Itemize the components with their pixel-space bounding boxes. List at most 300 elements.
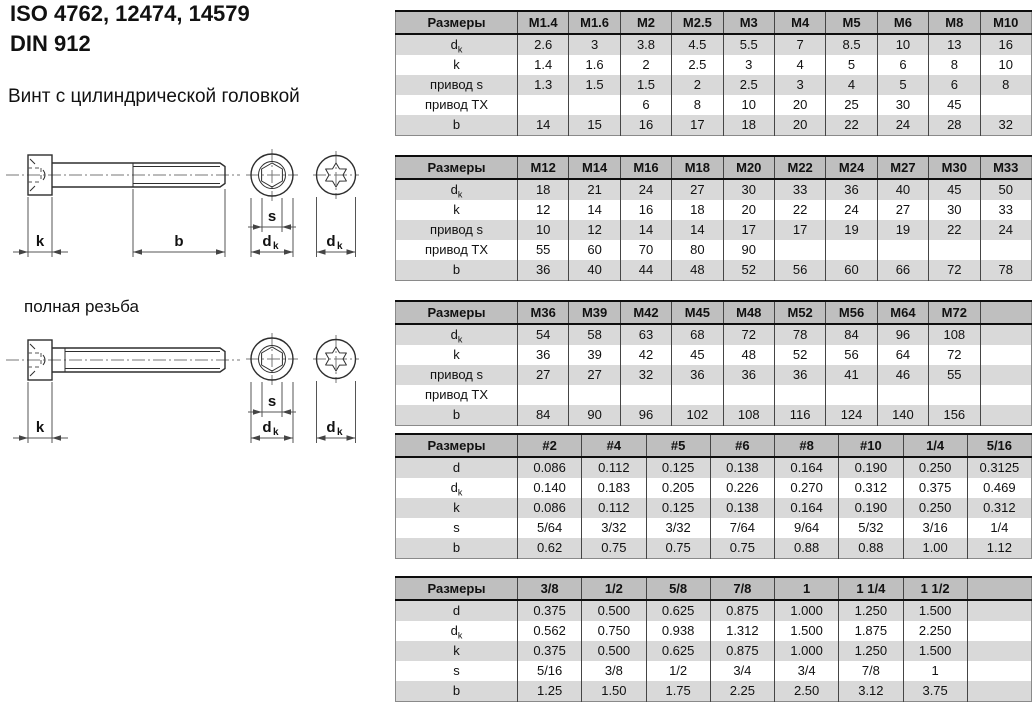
value-cell: 9/64 [775, 518, 839, 538]
value-cell: 116 [774, 405, 825, 426]
value-cell [518, 95, 569, 115]
table-row [396, 75, 1032, 95]
size-column-header: #4 [582, 434, 646, 457]
value-cell: 30 [929, 200, 980, 220]
size-column-header: M48 [723, 301, 774, 324]
value-cell [569, 95, 620, 115]
row-header-title: Размеры [396, 156, 518, 179]
value-cell: 12 [569, 220, 620, 240]
value-cell: 5/64 [518, 518, 582, 538]
value-cell: 24 [620, 179, 671, 200]
table-row [396, 385, 1032, 405]
value-cell: 96 [877, 324, 928, 345]
table-row [396, 200, 1032, 220]
value-cell: 1.00 [903, 538, 967, 559]
value-cell: 0.138 [710, 498, 774, 518]
size-column-header: M56 [826, 301, 877, 324]
value-cell: 24 [980, 220, 1031, 240]
size-column-header [967, 577, 1031, 600]
dim-label-b: b [174, 233, 184, 250]
row-label: $d_k$ [450, 327, 463, 345]
value-cell: 0.500 [582, 600, 646, 621]
value-cell: 1.25 [518, 681, 582, 702]
value-cell: 45 [672, 345, 723, 365]
value-cell: 18 [723, 115, 774, 136]
page-subtitle: Винт с цилиндрической головкой [8, 86, 300, 107]
value-cell: 0.375 [903, 478, 967, 498]
row-label: привод s [430, 222, 483, 237]
drawing-screw-full-thread [0, 330, 390, 463]
value-cell [826, 240, 877, 260]
value-cell: 8 [672, 95, 723, 115]
size-column-header: M16 [620, 156, 671, 179]
row-label: b [452, 683, 461, 698]
value-cell: 5 [826, 55, 877, 75]
value-cell: 25 [826, 95, 877, 115]
value-cell: 0.125 [646, 498, 710, 518]
value-cell: 84 [826, 324, 877, 345]
value-cell: 3.75 [903, 681, 967, 702]
value-cell: 2.50 [775, 681, 839, 702]
value-cell: 45 [929, 95, 980, 115]
value-cell: 4 [774, 55, 825, 75]
value-cell [518, 385, 569, 405]
value-cell: 0.190 [839, 457, 903, 478]
value-cell: 66 [877, 260, 928, 281]
value-cell: 3.8 [620, 34, 671, 55]
value-cell: 0.938 [646, 621, 710, 641]
value-cell: 0.75 [710, 538, 774, 559]
value-cell: 63 [620, 324, 671, 345]
value-cell: 28 [929, 115, 980, 136]
value-cell: 55 [929, 365, 980, 385]
value-cell: 0.205 [646, 478, 710, 498]
dimensions-table-inch-fractions [395, 576, 1032, 702]
value-cell: 60 [826, 260, 877, 281]
table-row [396, 681, 1032, 702]
row-label: привод s [430, 77, 483, 92]
value-cell: 5 [877, 75, 928, 95]
value-cell [929, 240, 980, 260]
size-column-header: M42 [620, 301, 671, 324]
value-cell: 0.875 [710, 641, 774, 661]
svg-text:k: k [337, 241, 343, 252]
value-cell: 3/16 [903, 518, 967, 538]
value-cell: 0.226 [710, 478, 774, 498]
value-cell: 8.5 [826, 34, 877, 55]
row-header-title: Размеры [396, 434, 518, 457]
size-column-header: M2.5 [672, 11, 723, 34]
value-cell: 32 [980, 115, 1031, 136]
dim-label-k: k [35, 233, 45, 250]
row-label: $d_k$ [450, 37, 463, 55]
dim-label-s: s [267, 208, 277, 225]
value-cell: 1.12 [967, 538, 1031, 559]
value-cell: 1/4 [967, 518, 1031, 538]
row-label: d [452, 603, 461, 618]
value-cell: 1.875 [839, 621, 903, 641]
table-row [396, 405, 1032, 426]
value-cell: 20 [774, 95, 825, 115]
value-cell: 14 [620, 220, 671, 240]
size-column-header: 7/8 [710, 577, 774, 600]
size-column-header: 1 1/2 [903, 577, 967, 600]
value-cell: 48 [723, 345, 774, 365]
table-row [396, 345, 1032, 365]
value-cell: 1.75 [646, 681, 710, 702]
value-cell: 44 [620, 260, 671, 281]
value-cell: 27 [518, 365, 569, 385]
size-column-header: #10 [839, 434, 903, 457]
value-cell: 0.164 [775, 498, 839, 518]
value-cell: 0.625 [646, 600, 710, 621]
table-row [396, 220, 1032, 240]
value-cell: 0.164 [775, 457, 839, 478]
table-row [396, 240, 1032, 260]
value-cell: 1.3 [518, 75, 569, 95]
table-row [396, 34, 1032, 55]
value-cell: 3 [774, 75, 825, 95]
value-cell: 80 [672, 240, 723, 260]
table-row [396, 498, 1032, 518]
value-cell: 0.250 [903, 498, 967, 518]
value-cell: 0.3125 [967, 457, 1031, 478]
value-cell [980, 95, 1031, 115]
row-label: b [452, 262, 461, 277]
row-label: k [453, 500, 460, 515]
value-cell: 58 [569, 324, 620, 345]
value-cell: 30 [877, 95, 928, 115]
value-cell: 15 [569, 115, 620, 136]
size-column-header: M27 [877, 156, 928, 179]
value-cell: 17 [723, 220, 774, 240]
value-cell: 96 [620, 405, 671, 426]
value-cell: 84 [518, 405, 569, 426]
value-cell: 108 [723, 405, 774, 426]
size-column-header: M30 [929, 156, 980, 179]
value-cell: 7/8 [839, 661, 903, 681]
value-cell: 16 [980, 34, 1031, 55]
table-row [396, 457, 1032, 478]
size-column-header: 5/8 [646, 577, 710, 600]
size-column-header: M36 [518, 301, 569, 324]
value-cell: 56 [826, 345, 877, 365]
value-cell: 27 [672, 179, 723, 200]
value-cell: 0.62 [518, 538, 582, 559]
value-cell: 0.112 [582, 457, 646, 478]
value-cell: 1.50 [582, 681, 646, 702]
value-cell: 22 [826, 115, 877, 136]
dim-label-dk: d [262, 419, 272, 436]
value-cell: 10 [518, 220, 569, 240]
value-cell: 24 [826, 200, 877, 220]
row-label: привод TX [424, 242, 489, 257]
size-column-header: M45 [672, 301, 723, 324]
end-view-hex-socket [246, 149, 298, 257]
value-cell: 56 [774, 260, 825, 281]
value-cell: 3/8 [582, 661, 646, 681]
value-cell: 140 [877, 405, 928, 426]
value-cell: 4 [826, 75, 877, 95]
value-cell [967, 621, 1031, 641]
value-cell: 20 [723, 200, 774, 220]
value-cell: 2.5 [672, 55, 723, 75]
value-cell [980, 240, 1031, 260]
value-cell: 60 [569, 240, 620, 260]
value-cell: 27 [569, 365, 620, 385]
value-cell: 8 [980, 75, 1031, 95]
value-cell: 36 [672, 365, 723, 385]
value-cell: 24 [877, 115, 928, 136]
value-cell: 19 [877, 220, 928, 240]
value-cell: 3/4 [710, 661, 774, 681]
value-cell: 10 [980, 55, 1031, 75]
table-row [396, 179, 1032, 200]
value-cell: 30 [723, 179, 774, 200]
row-label: s [453, 520, 460, 535]
table-row [396, 621, 1032, 641]
value-cell: 4.5 [672, 34, 723, 55]
value-cell: 1.312 [710, 621, 774, 641]
row-header-title: Размеры [396, 301, 518, 324]
size-column-header: M5 [826, 11, 877, 34]
value-cell: 1.250 [839, 600, 903, 621]
value-cell: 0.562 [518, 621, 582, 641]
value-cell: 32 [620, 365, 671, 385]
value-cell: 0.112 [582, 498, 646, 518]
value-cell: 6 [929, 75, 980, 95]
row-label: $d_k$ [450, 480, 463, 498]
value-cell: 0.375 [518, 641, 582, 661]
value-cell: 8 [929, 55, 980, 75]
row-label: b [452, 407, 461, 422]
value-cell: 1/2 [646, 661, 710, 681]
value-cell: 36 [723, 365, 774, 385]
value-cell: 18 [672, 200, 723, 220]
value-cell: 108 [929, 324, 980, 345]
table-header-row [396, 11, 1032, 34]
table-header-row [396, 434, 1032, 457]
value-cell: 40 [877, 179, 928, 200]
row-label: привод TX [424, 387, 489, 402]
value-cell: 2 [672, 75, 723, 95]
value-cell: 3.12 [839, 681, 903, 702]
size-column-header: M52 [774, 301, 825, 324]
value-cell: 0.88 [775, 538, 839, 559]
value-cell: 0.750 [582, 621, 646, 641]
value-cell: 0.250 [903, 457, 967, 478]
value-cell: 64 [877, 345, 928, 365]
value-cell: 46 [877, 365, 928, 385]
value-cell: 1.6 [569, 55, 620, 75]
row-label: k [453, 202, 460, 217]
value-cell: 12 [518, 200, 569, 220]
table-row [396, 324, 1032, 345]
value-cell: 17 [672, 115, 723, 136]
size-column-header: 5/16 [967, 434, 1031, 457]
size-column-header: M4 [774, 11, 825, 34]
value-cell [774, 240, 825, 260]
value-cell [774, 385, 825, 405]
size-column-header: #5 [646, 434, 710, 457]
size-column-header: M14 [569, 156, 620, 179]
value-cell: 10 [877, 34, 928, 55]
value-cell: 1.4 [518, 55, 569, 75]
value-cell: 78 [774, 324, 825, 345]
value-cell: 14 [518, 115, 569, 136]
size-column-header: 1 1/4 [839, 577, 903, 600]
value-cell: 36 [826, 179, 877, 200]
value-cell: 27 [877, 200, 928, 220]
row-header-title: Размеры [396, 11, 518, 34]
svg-text:k: k [273, 241, 279, 252]
value-cell [877, 240, 928, 260]
table-row [396, 661, 1032, 681]
value-cell [967, 641, 1031, 661]
value-cell [980, 385, 1031, 405]
value-cell [877, 385, 928, 405]
value-cell: 0.140 [518, 478, 582, 498]
value-cell: 2.5 [723, 75, 774, 95]
value-cell: 0.183 [582, 478, 646, 498]
page-title-din: DIN 912 [10, 31, 91, 56]
value-cell: 90 [723, 240, 774, 260]
table-header-row [396, 301, 1032, 324]
value-cell: 16 [620, 200, 671, 220]
value-cell: 55 [518, 240, 569, 260]
size-column-header: M1.4 [518, 11, 569, 34]
value-cell [967, 661, 1031, 681]
value-cell: 102 [672, 405, 723, 426]
table-header-row [396, 156, 1032, 179]
size-column-header: M24 [826, 156, 877, 179]
dimensions-table-inch-numbers [395, 433, 1032, 559]
row-label: k [453, 347, 460, 362]
end-view-torx [313, 151, 359, 257]
table-row [396, 115, 1032, 136]
value-cell: 6 [620, 95, 671, 115]
value-cell: 124 [826, 405, 877, 426]
value-cell: 78 [980, 260, 1031, 281]
table-row [396, 538, 1032, 559]
size-column-header: M6 [877, 11, 928, 34]
row-label: b [452, 540, 461, 555]
size-column-header: M64 [877, 301, 928, 324]
value-cell: 6 [877, 55, 928, 75]
page-title-iso: ISO 4762, 12474, 14579 [10, 1, 250, 26]
dim-label-s: s [267, 393, 277, 410]
value-cell [967, 681, 1031, 702]
table-row [396, 95, 1032, 115]
value-cell [826, 385, 877, 405]
size-column-header: M1.6 [569, 11, 620, 34]
value-cell: 1.500 [775, 621, 839, 641]
value-cell: 68 [672, 324, 723, 345]
size-column-header: 3/8 [518, 577, 582, 600]
row-label: s [453, 663, 460, 678]
value-cell: 21 [569, 179, 620, 200]
value-cell: 16 [620, 115, 671, 136]
value-cell: 33 [774, 179, 825, 200]
value-cell: 0.138 [710, 457, 774, 478]
dimensions-table-metric-small [395, 10, 1032, 136]
value-cell: 17 [774, 220, 825, 240]
value-cell: 1.5 [569, 75, 620, 95]
dim-label-k: k [35, 419, 45, 436]
table-row [396, 365, 1032, 385]
value-cell: 2.6 [518, 34, 569, 55]
value-cell: 50 [980, 179, 1031, 200]
value-cell: 18 [518, 179, 569, 200]
dim-label-dk: d [262, 233, 272, 250]
size-column-header: 1 [775, 577, 839, 600]
size-column-header: M10 [980, 11, 1031, 34]
value-cell: 0.469 [967, 478, 1031, 498]
value-cell [967, 600, 1031, 621]
value-cell: 3/32 [646, 518, 710, 538]
value-cell: 1.500 [903, 641, 967, 661]
end-view-torx [313, 335, 359, 443]
value-cell: 10 [723, 95, 774, 115]
drawing-screw-partial-thread [0, 140, 390, 270]
table-row [396, 478, 1032, 498]
value-cell: 45 [929, 179, 980, 200]
value-cell: 13 [929, 34, 980, 55]
value-cell: 41 [826, 365, 877, 385]
value-cell: 3/4 [775, 661, 839, 681]
value-cell: 156 [929, 405, 980, 426]
value-cell: 20 [774, 115, 825, 136]
size-column-header: 1/4 [903, 434, 967, 457]
size-column-header: #6 [710, 434, 774, 457]
value-cell: 0.88 [839, 538, 903, 559]
value-cell: 0.375 [518, 600, 582, 621]
row-label: k [453, 57, 460, 72]
value-cell: 1 [903, 661, 967, 681]
value-cell: 0.312 [967, 498, 1031, 518]
value-cell: 0.125 [646, 457, 710, 478]
dimensions-table-metric-medium [395, 155, 1032, 281]
value-cell: 33 [980, 200, 1031, 220]
value-cell: 5/16 [518, 661, 582, 681]
size-column-header: M20 [723, 156, 774, 179]
row-label: привод TX [424, 97, 489, 112]
end-view-hex-socket [246, 333, 298, 443]
value-cell: 0.75 [646, 538, 710, 559]
row-label: k [453, 643, 460, 658]
value-cell: 14 [569, 200, 620, 220]
size-column-header: M18 [672, 156, 723, 179]
value-cell: 70 [620, 240, 671, 260]
value-cell: 39 [569, 345, 620, 365]
value-cell: 22 [929, 220, 980, 240]
svg-text:k: k [337, 427, 343, 438]
value-cell: 52 [723, 260, 774, 281]
size-column-header: M12 [518, 156, 569, 179]
value-cell: 3 [723, 55, 774, 75]
dim-label-dk: d [326, 419, 336, 436]
value-cell: 0.875 [710, 600, 774, 621]
table-row [396, 260, 1032, 281]
value-cell: 2 [620, 55, 671, 75]
size-column-header: M22 [774, 156, 825, 179]
value-cell: 19 [826, 220, 877, 240]
value-cell [980, 345, 1031, 365]
value-cell: 1.000 [775, 641, 839, 661]
value-cell: 36 [774, 365, 825, 385]
size-column-header: M3 [723, 11, 774, 34]
value-cell: 5/32 [839, 518, 903, 538]
